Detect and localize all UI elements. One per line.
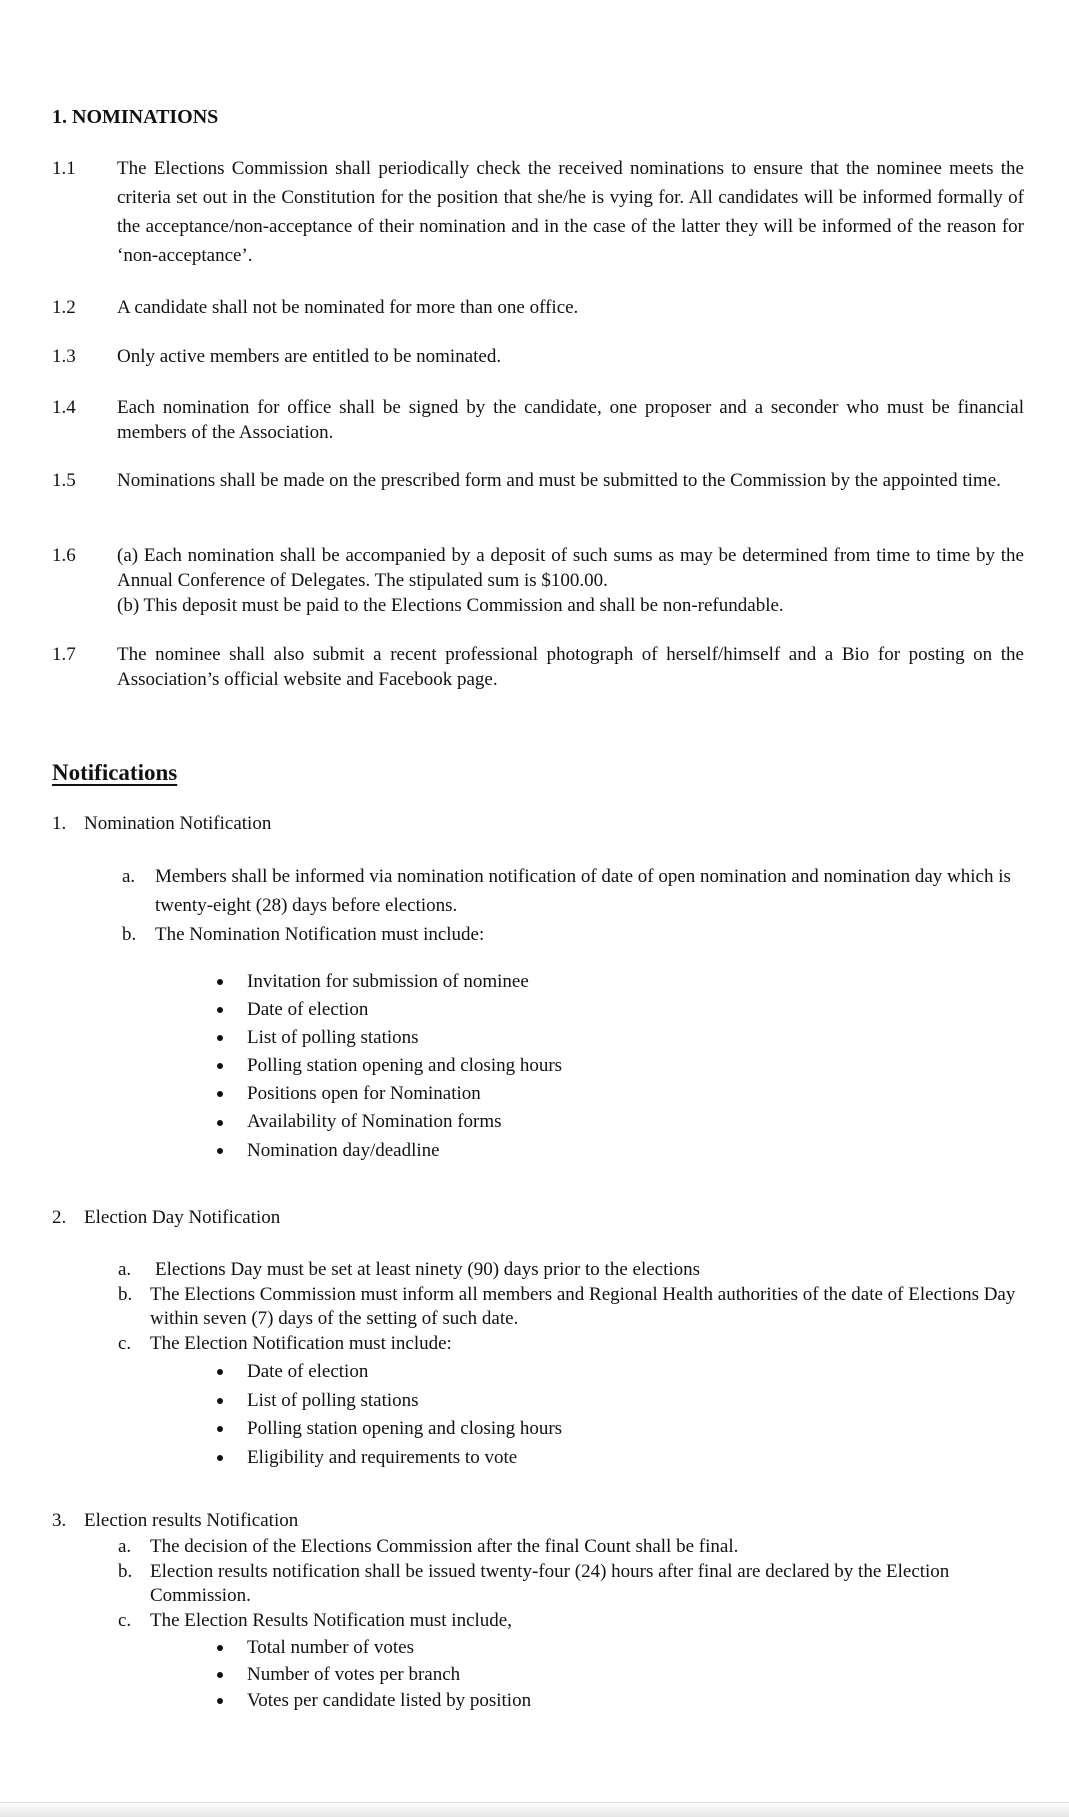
item-text: The Election Notification must include: bbox=[150, 1332, 452, 1354]
section-heading-nominations: 1. NOMINATIONS bbox=[52, 106, 219, 128]
section-number: 1. bbox=[52, 813, 67, 834]
clause-part-a: (a) Each nomination shall be accompanied by a deposit of such sums as may be determined from time to time by the Annual Conference of Delegates. The stipulated sum is $100.00. bbox=[117, 545, 1024, 591]
item-letter: a. bbox=[118, 1536, 132, 1557]
item-text: Members shall be informed via nomination notification of date of open nomination and nomination day which is twenty-eight (28) days before elections. bbox=[155, 866, 1011, 916]
clause-text bbox=[117, 543, 1024, 618]
clause-text: A candidate shall not be nominated for more than one office. bbox=[117, 297, 579, 318]
section-election-results-notification bbox=[52, 1510, 298, 1532]
bullet-item: Number of votes per branch bbox=[214, 1662, 531, 1689]
bullet-item: Polling station opening and closing hours bbox=[214, 1415, 562, 1444]
section-2-items bbox=[118, 1258, 1018, 1356]
clause-number: 1.4 bbox=[52, 397, 76, 418]
section-title: Election results Notification bbox=[84, 1510, 299, 1531]
clause-text: The Elections Commission shall periodically check the received nominations to ensure that the nominee meets the criteria set out in the Constitution for the position that she/he is vying for. All candidates will be informed formally of the acceptance/non-acceptance of their nomination and in the case of the latter they will be informed of the reason for ‘non-acceptance’. bbox=[117, 158, 1024, 266]
section-nomination-notification bbox=[52, 813, 271, 835]
bullet-item: List of polling stations bbox=[214, 1387, 562, 1416]
item-letter: a. bbox=[118, 1259, 132, 1280]
section-1-items bbox=[122, 862, 1022, 949]
clause-1-5 bbox=[52, 468, 1024, 493]
clause-number: 1.2 bbox=[52, 297, 76, 318]
clause-text: Nominations shall be made on the prescribed form and must be submitted to the Commission by the appointed time. bbox=[117, 470, 1001, 491]
item-text: The Nomination Notification must include: bbox=[155, 924, 485, 945]
section-election-day-notification bbox=[52, 1207, 280, 1229]
item-letter: b. bbox=[122, 924, 137, 945]
list-item bbox=[118, 1609, 1018, 1634]
clause-number: 1.7 bbox=[52, 644, 76, 665]
clause-text: Only active members are entitled to be nominated. bbox=[117, 346, 502, 367]
section-3-items bbox=[118, 1535, 1018, 1633]
bullet-item: Invitation for submission of nominee bbox=[214, 968, 562, 996]
clause-1-1 bbox=[52, 154, 1024, 270]
clause-number: 1.6 bbox=[52, 545, 76, 566]
bullet-item: Polling station opening and closing hours bbox=[214, 1052, 562, 1080]
section-title: Election Day Notification bbox=[84, 1207, 281, 1228]
list-item bbox=[122, 920, 1022, 949]
section-title: Nomination Notification bbox=[84, 813, 272, 834]
clause-1-4 bbox=[52, 395, 1024, 445]
bullet-item: Votes per candidate listed by position bbox=[214, 1688, 531, 1715]
section-2-bullets bbox=[214, 1358, 562, 1472]
bullet-item: Nomination day/deadline bbox=[214, 1137, 562, 1165]
clause-1-3 bbox=[52, 342, 1024, 371]
item-letter: c. bbox=[118, 1609, 132, 1631]
clause-text: The nominee shall also submit a recent professional photograph of herself/himself and a Bio for posting on the Association’s official website and Facebook page. bbox=[117, 644, 1024, 690]
list-item bbox=[118, 1535, 1018, 1560]
bullet-item: Eligibility and requirements to vote bbox=[214, 1444, 562, 1473]
item-letter: b. bbox=[118, 1560, 133, 1582]
item-text: The decision of the Elections Commission after the final Count shall be final. bbox=[150, 1536, 739, 1557]
clause-1-2 bbox=[52, 293, 1024, 322]
list-item bbox=[118, 1283, 1018, 1332]
clause-text: Each nomination for office shall be signed by the candidate, one proposer and a seconder who must be financial members of the Association. bbox=[117, 397, 1024, 443]
section-3-bullets bbox=[214, 1635, 531, 1715]
bullet-item: Date of election bbox=[214, 1358, 562, 1387]
item-text: The Election Results Notification must include, bbox=[150, 1609, 512, 1631]
page-bottom-edge bbox=[0, 1802, 1069, 1817]
notifications-title: Notifications bbox=[52, 760, 178, 785]
bullet-item: Positions open for Nomination bbox=[214, 1080, 562, 1108]
item-text: Elections Day must be set at least ninety (90) days prior to the elections bbox=[155, 1259, 701, 1280]
clause-number: 1.5 bbox=[52, 470, 76, 491]
clause-number: 1.3 bbox=[52, 346, 76, 367]
clause-part-b: (b) This deposit must be paid to the Elections Commission and shall be non-refundable. bbox=[117, 595, 784, 616]
list-item bbox=[122, 862, 1022, 920]
section-1-bullets bbox=[214, 968, 562, 1165]
item-letter: b. bbox=[118, 1283, 133, 1305]
section-number: 3. bbox=[52, 1510, 67, 1531]
item-text: The Elections Commission must inform all members and Regional Health authorities of the date of Elections Day within seven (7) days of the setting of such date. bbox=[150, 1283, 1016, 1329]
list-item bbox=[118, 1258, 1018, 1283]
bullet-item: Date of election bbox=[214, 996, 562, 1024]
clause-1-6 bbox=[52, 543, 1024, 618]
clause-number: 1.1 bbox=[52, 158, 76, 179]
item-letter: a. bbox=[122, 866, 136, 887]
clause-1-7 bbox=[52, 642, 1024, 692]
section-number: 2. bbox=[52, 1207, 67, 1228]
bullet-item: Total number of votes bbox=[214, 1635, 531, 1662]
list-item bbox=[118, 1332, 1018, 1357]
item-text: Election results notification shall be issued twenty-four (24) hours after final are declared by the Election Commission. bbox=[150, 1560, 950, 1606]
list-item bbox=[118, 1560, 1018, 1609]
bullet-item: List of polling stations bbox=[214, 1024, 562, 1052]
item-letter: c. bbox=[118, 1332, 132, 1354]
bullet-item: Availability of Nomination forms bbox=[214, 1108, 562, 1136]
